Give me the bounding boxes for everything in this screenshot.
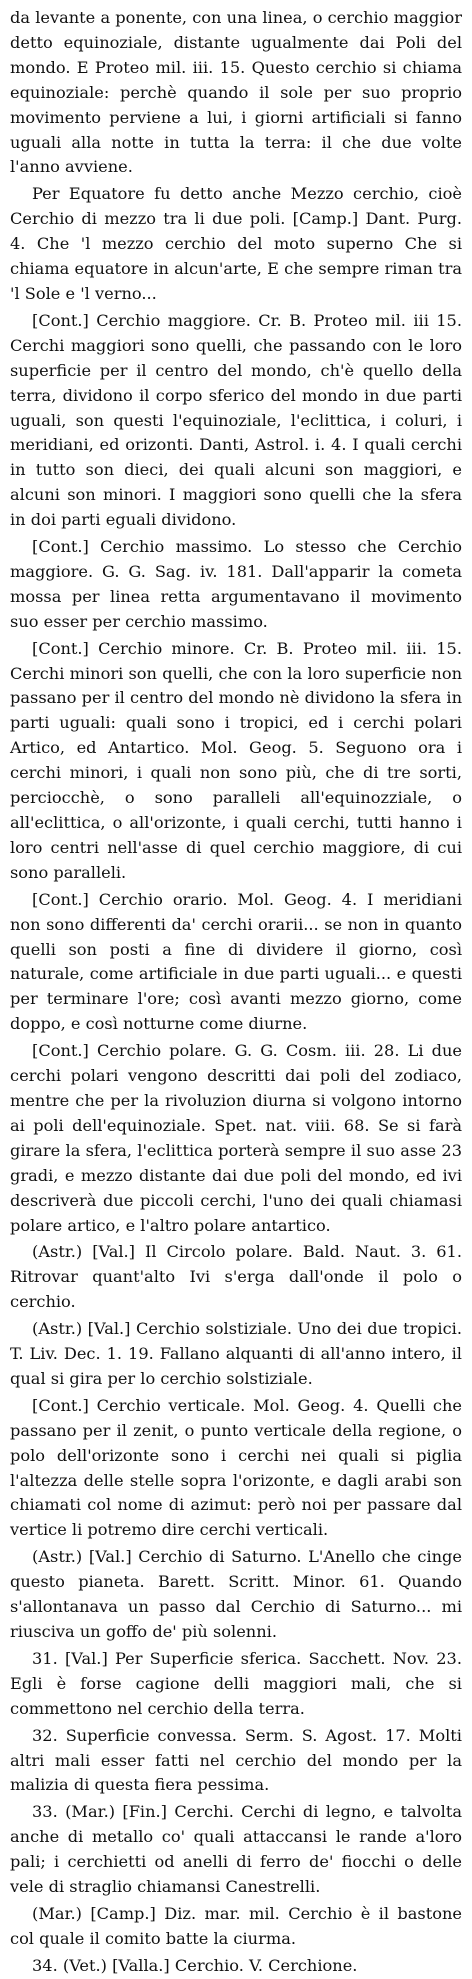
entry-cerchio-orario: [Cont.] Cerchio orario. Mol. Geog. 4. I meridiani non sono differenti da' cerchi orarii... se non in quanto quelli son posti a fine di dividere il giorno, così naturale, come artificiale in due parti uguali... e questi per terminare l'ore; così avanti mezzo giorno, come doppo, e così notturne come diurne. (10, 889, 462, 1034)
entry-cerchio-solstiziale: (Astr.) [Val.] Cerchio solstiziale. Uno dei due tropici. T. Liv. Dec. 1. 19. Fallano alquanti di all'anno intero, il qual si gira per lo cerchio solstiziale. (10, 1319, 462, 1388)
entry-34-vet: 34. (Vet.) [Valla.] Cerchio. V. Cerchione. (32, 1955, 358, 1975)
entry-mar-diz: (Mar.) [Camp.] Diz. mar. mil. Cerchio è il bastone col quale il comito batte la ciurma. (10, 1903, 462, 1948)
entry-31-superficie-sferica: 31. [Val.] Per Superficie sferica. Sacchett. Nov. 23. Egli è forse cagione delli maggiori mali, che si commettono nel cerchio della terra. (10, 1648, 462, 1718)
entry-cerchio-di-saturno: (Astr.) [Val.] Cerchio di Saturno. L'Anello che cinge questo pianeta. Barett. Scritt. Minor. 61. Quando s'allontanava un passo dal Cerchio di Saturno... mi riusciva un goffo de' più solenni. (10, 1547, 462, 1641)
entry-cerchio-massimo: [Cont.] Cerchio massimo. Lo stesso che Cerchio maggiore. G. G. Sag. iv. 181. Dall'apparir la cometa mossa per linea retta argumentavano il movimento suo esser per cerchio massimo. (10, 537, 462, 631)
entry-cerchio-verticale: [Cont.] Cerchio verticale. Mol. Geog. 4. Quelli che passano per il zenit, o punto verticale della regione, o polo dell'orizonte sono i cerchi nei quali si piglia l'altezza delle stelle sopra l'orizonte, e dagli arabi son chiamati col nome di azimut: però noi per passare dal vertice li potremo dire cerchi verticali. (10, 1395, 462, 1540)
entry-32-superficie-convessa: 32. Superficie convessa. Serm. S. Agost. 17. Molti altri mali esser fatti nel cerchio del mondo per la malizia di questa fiera pessima. (10, 1725, 462, 1795)
entry-cerchio-minore: [Cont.] Cerchio minore. Cr. B. Proteo mil. iii. 15. Cerchi minori son quelli, che con la loro superficie non passano per il centro del mondo nè dividono la sfera in parti uguali: quali sono i tropici, ed i cerchi polari Artico, ed Antartico. Mol. Geog. 5. Seguono ora i cerchi minori, i quali non sono più, che di tre sorti, perciocchè, o sono paralleli all'equinozziale, o all'eclittica, o all'orizonte, i quali cerchi, tutti hanno i loro centri nell'asse di quel cerchio maggiore, di cui sono paralleli. (10, 638, 462, 882)
entry-equatore: Per Equatore fu detto anche Mezzo cerchio, cioè Cerchio di mezzo tra li due poli. [Camp.] Dant. Purg. 4. Che 'l mezzo cerchio del moto superno Che si chiama equatore in alcun'arte, E che sempre riman tra 'l Sole e 'l verno... (10, 184, 462, 303)
entry-33-cerchi-mar: 33. (Mar.) [Fin.] Cerchi. Cerchi di legno, e talvolta anche di metallo co' quali attaccansi le rande a'loro pali; i cerchietti od anelli di ferro de' fiocchi o delle vele di straglio chiamansi Canestrelli. (10, 1802, 462, 1897)
entry-circolo-polare: (Astr.) [Val.] Il Circolo polare. Bald. Naut. 3. 61. Ritrovar quant'alto Ivi s'erga dall'onde il polo o cerchio. (10, 1242, 462, 1312)
entry-equinoziale: da levante a ponente, con una linea, o cerchio maggior detto equinoziale, distante ugualmente dai Poli del mondo. E Proteo mil. iii. 15. Questo cerchio si chiama equinoziale: perchè quando il sole per suo proprio movimento perviene a lui, i giorni artificiali si fanno uguali alla notte in tutta la terra: il che due volte l'anno avviene. (10, 8, 462, 177)
entry-cerchio-maggiore: [Cont.] Cerchio maggiore. Cr. B. Proteo mil. iii 15. Cerchi maggiori sono quelli, che passando con le loro superficie per il centro del mondo, ch'è quello della terra, dividono il corpo sferico del mondo in due parti uguali, son questi l'equinoziale, l'eclittica, i coluri, i meridiani, ed orizonti. Danti, Astrol. i. 4. I quali cerchi in tutto son dieci, dei quali alcuni son maggiori, e alcuni son minori. I maggiori sono quelli che la sfera in doi parti eguali dividono. (10, 310, 462, 530)
entry-cerchio-polare: [Cont.] Cerchio polare. G. G. Cosm. iii. 28. Li due cerchi polari vengono descritti dai poli del zodiaco, mentre che per la rivoluzion diurna si volgono intorno ai poli dell'equinoziale. Spet. nat. viii. 68. Se si farà girare la sfera, l'eclittica porterà sempre il suo asse 23 gradi, e mezzo distante dai due poli del mondo, ed ivi descriverà due piccoli cerchi, l'uno dei quali chiamasi polare artico, e l'altro polare antartico. (10, 1041, 462, 1235)
